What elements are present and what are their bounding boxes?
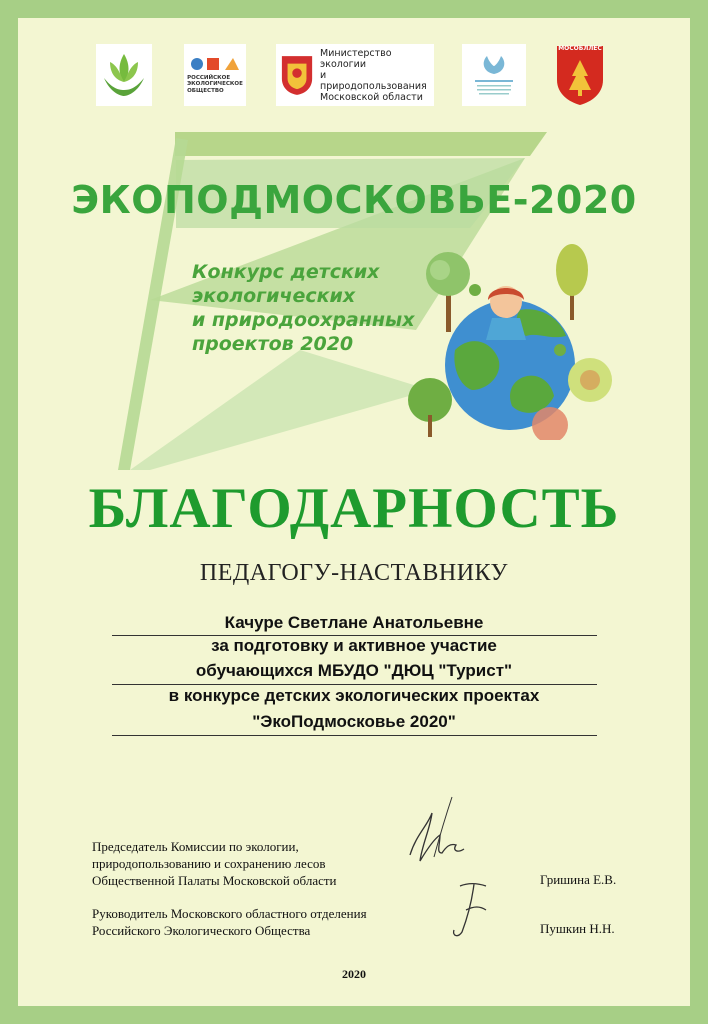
earth-illustration-icon	[400, 240, 620, 440]
underline-2	[112, 684, 597, 685]
certificate-heading: БЛАГОДАРНОСТЬ	[88, 477, 620, 540]
signer-2-title	[92, 905, 367, 939]
signer-1-name: Гришина Е.В.	[540, 872, 617, 887]
subtitle-line-4: проектов 2020	[192, 333, 354, 355]
mosobles-label: МОСОБЛЛЕС	[558, 45, 602, 52]
ministry-text-2: и природопользования	[320, 69, 427, 92]
ministry-text-1: Министерство экологии	[320, 47, 392, 70]
body-line-3: обучающихся МБУДО "ДЮЦ "Турист"	[195, 661, 513, 680]
subtitle-line-3: и природоохранных	[192, 309, 415, 331]
body-line-recipient: Качуре Светлане Анатольевне	[224, 613, 484, 632]
signer-1-title-line-1: Председатель Комиссии по экологии,	[92, 839, 299, 854]
lotus-hands-icon	[100, 48, 148, 102]
mosobles-logo	[554, 44, 606, 106]
subtitle-line-1: Конкурс детских	[192, 261, 380, 283]
signer-1-title-line-2: природопользованию и сохранению лесов	[92, 856, 326, 871]
recipient-role: ПЕДАГОГУ-НАСТАВНИКУ	[199, 560, 509, 586]
reo-text-3: ОБЩЕСТВО	[187, 87, 224, 94]
page-title: ЭКОПОДМОСКОВЬЕ-2020	[71, 178, 637, 222]
dove-icon	[467, 48, 521, 102]
body-line-4: в конкурсе детских экологических проектах	[168, 686, 540, 705]
signer-2-title-line-1: Руководитель Московского областного отделения	[92, 906, 367, 921]
signer-2-title-line-2: Российского Экологического Общества	[92, 923, 311, 938]
certificate-year: 2020	[342, 967, 366, 981]
body-line-2: за подготовку и активное участие	[211, 636, 497, 655]
handwritten-signature-2	[440, 876, 500, 946]
underline-3	[112, 735, 597, 736]
subtitle-line-2: экологических	[192, 285, 356, 307]
ministry-logo	[276, 44, 434, 106]
body-line-5: "ЭкоПодмосковье 2020"	[252, 712, 456, 731]
lotus-logo	[96, 44, 152, 106]
reo-shapes-icon	[189, 56, 241, 72]
reo-text-2: ЭКОЛОГИЧЕСКОЕ	[187, 81, 243, 88]
reo-text-1: РОССИЙСКОЕ	[187, 74, 231, 81]
coat-of-arms-icon	[280, 53, 314, 97]
mosobles-shield-icon	[555, 44, 605, 106]
signer-1-title-line-3: Общественной Палаты Московской области	[92, 873, 337, 888]
public-chamber-logo	[462, 44, 526, 106]
handwritten-signature-1	[400, 795, 470, 875]
ministry-text-3: Московской области	[320, 91, 423, 103]
signer-2-name: Пушкин Н.Н.	[540, 921, 615, 936]
reo-logo	[184, 44, 246, 106]
signer-1-title	[92, 838, 337, 889]
